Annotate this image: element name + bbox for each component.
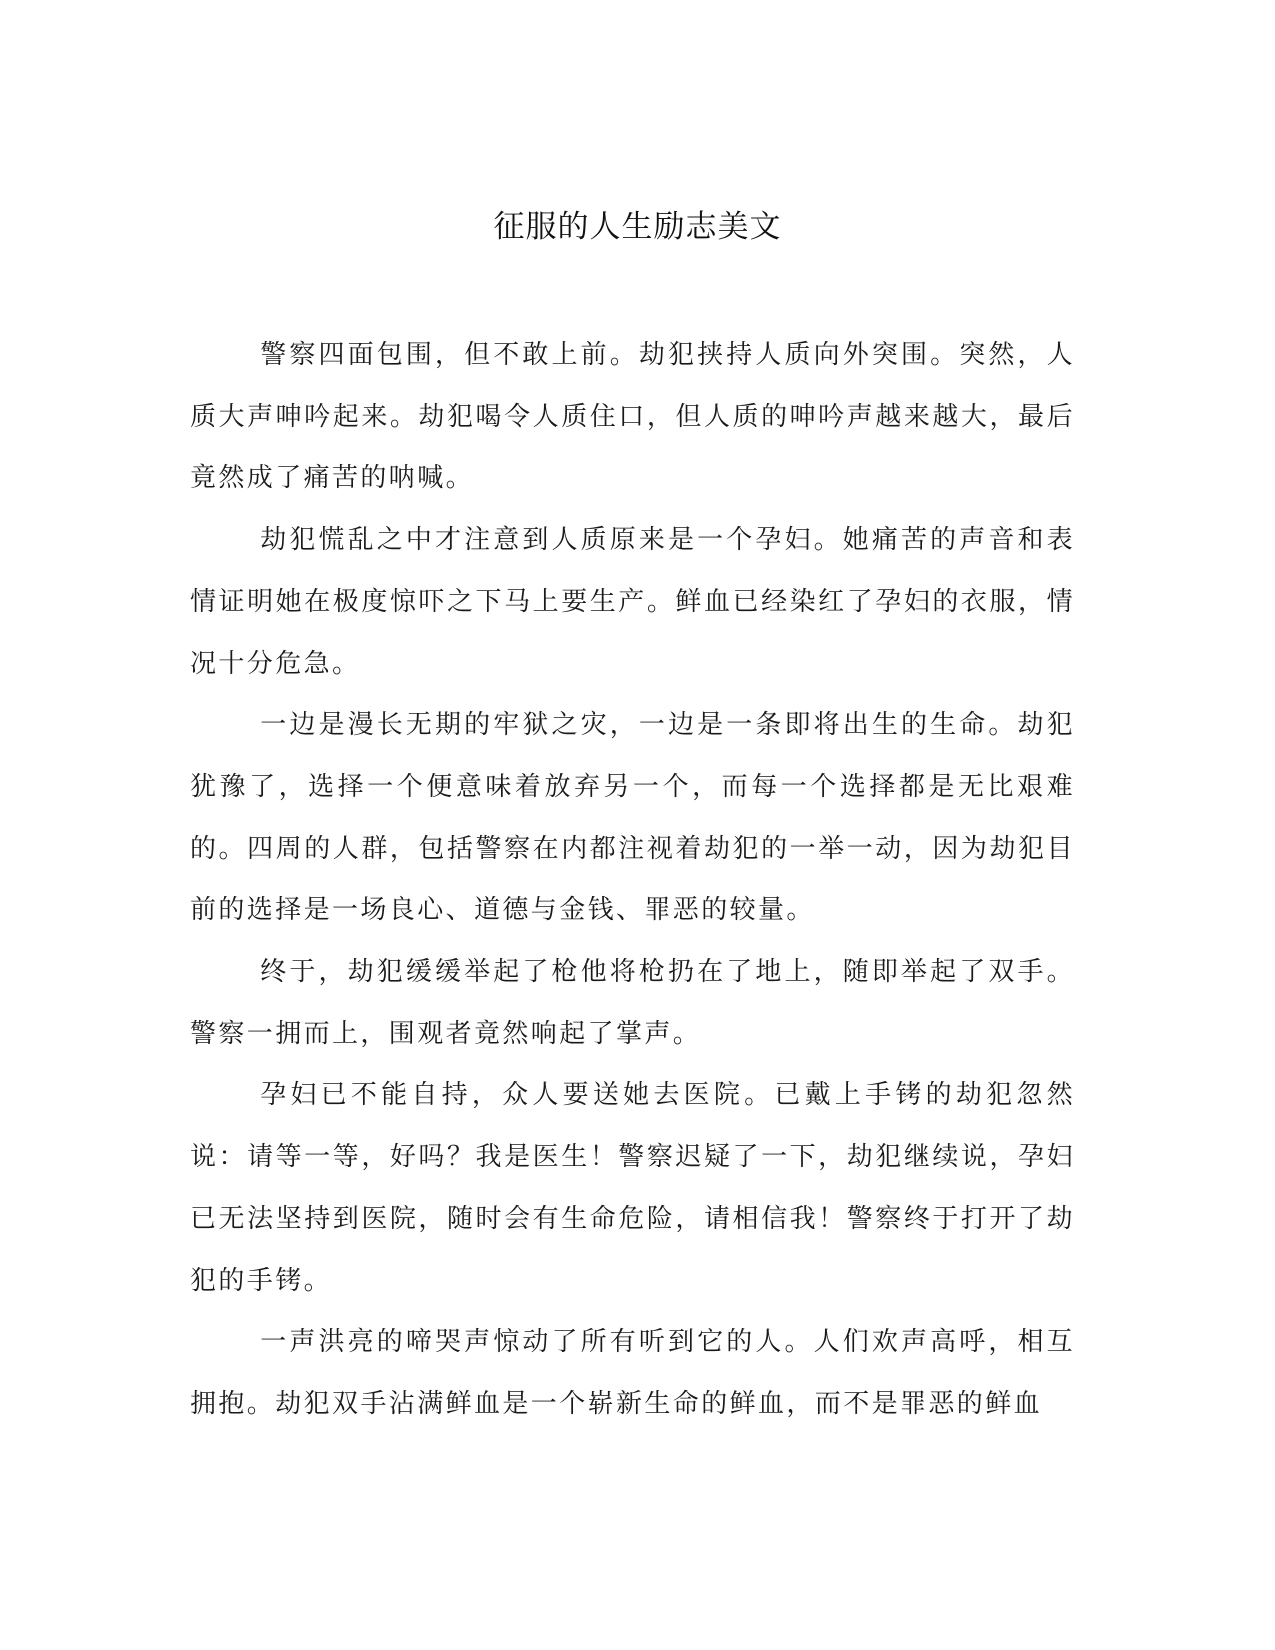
paragraph-4: 终于，劫犯缓缓举起了枪他将枪扔在了地上，随即举起了双手。警察一拥而上，围观者竟然响起了掌声。: [190, 957, 1075, 1049]
document-body: [190, 325, 1075, 1436]
paragraph-2: 劫犯慌乱之中才注意到人质原来是一个孕妇。她痛苦的声音和表情证明她在极度惊吓之下马上要生产。鲜血已经染红了孕妇的衣服，情况十分危急。: [190, 525, 1075, 679]
paragraph-1: 警察四面包围，但不敢上前。劫犯挟持人质向外突围。突然，人质大声呻吟起来。劫犯喝令人质住口，但人质的呻吟声越来越大，最后竟然成了痛苦的呐喊。: [190, 340, 1075, 494]
paragraph-3: 一边是漫长无期的牢狱之灾，一边是一条即将出生的生命。劫犯犹豫了，选择一个便意味着放弃另一个，而每一个选择都是无比艰难的。四周的人群，包括警察在内都注视着劫犯的一举一动，因为劫犯目前的选择是一场良心、道德与金钱、罪恶的较量。: [190, 710, 1075, 926]
document-title: 征服的人生励志美文: [493, 209, 782, 245]
paragraph-6: 一声洪亮的啼哭声惊动了所有听到它的人。人们欢声高呼，相互拥抱。劫犯双手沾满鲜血是一个崭新生命的鲜血，而不是罪恶的鲜血: [190, 1327, 1075, 1419]
paragraph-5: 孕妇已不能自持，众人要送她去医院。已戴上手铐的劫犯忽然说：请等一等，好吗？我是医生！警察迟疑了一下，劫犯继续说，孕妇已无法坚持到医院，随时会有生命危险，请相信我！警察终于打开了劫犯的手铐。: [190, 1080, 1075, 1296]
